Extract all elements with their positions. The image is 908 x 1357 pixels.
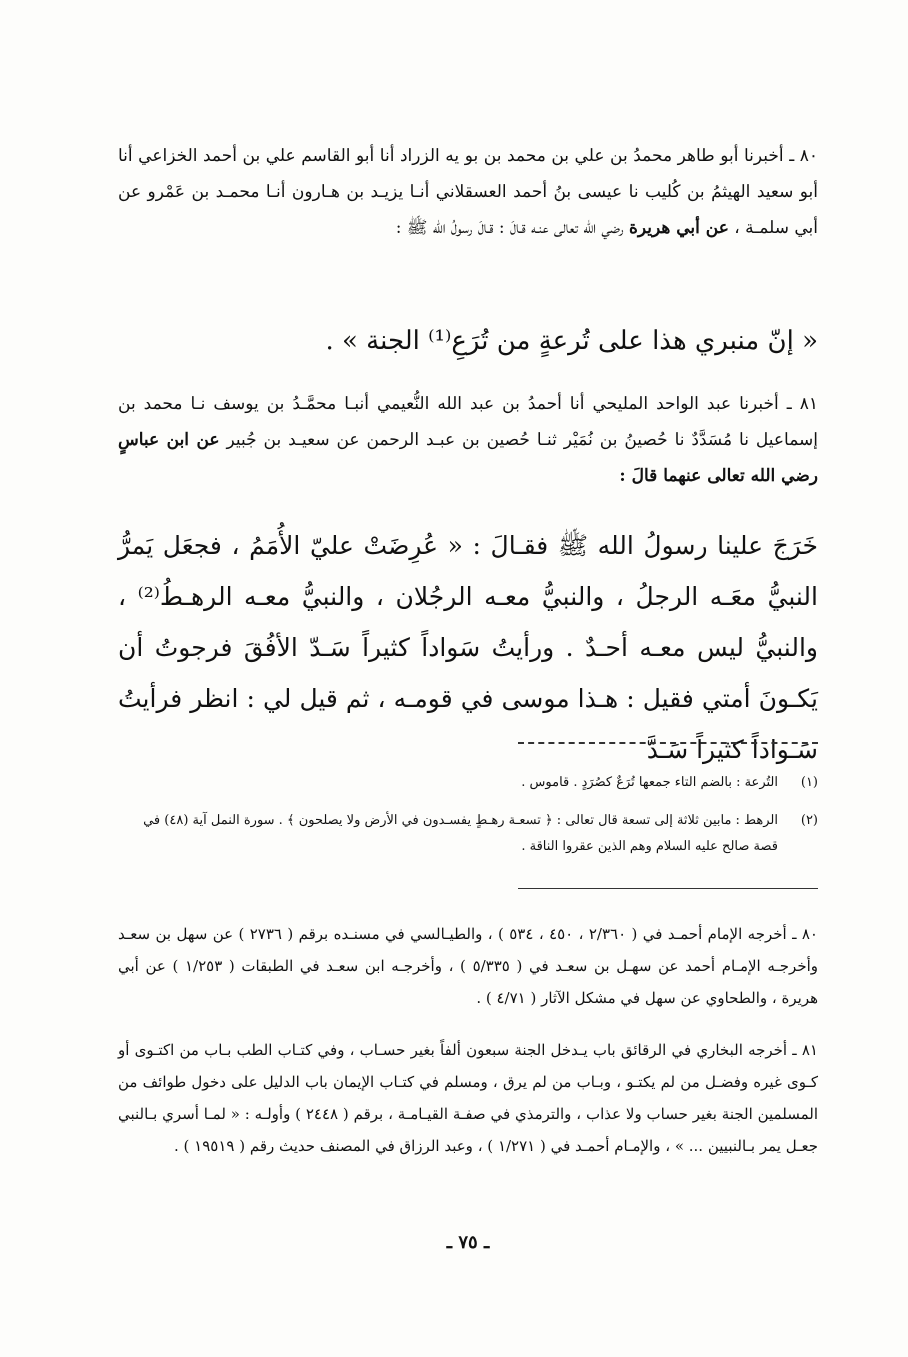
dashed-separator <box>518 742 818 744</box>
hadith-80-narrator: عن أبي هريرة <box>628 218 729 238</box>
hadith-80-matn: « إنّ منبري هذا على تُرعةٍ من تُرَعِ⁽¹⁾ الجنة » . <box>325 326 818 356</box>
footnote-1 <box>118 770 818 796</box>
footnote-number: (١) <box>800 775 818 790</box>
hadith-81-text: ٨١ ـ أخبرنا عبد الواحد المليحي أنا أحمدُ بن عبد الله النُّعيمي أنبـا محمَّـدُ بن يوسف نـا محمد بن إسماعيل نا مُسَدَّدٌ نا حُصينُ بن نُمَيْر ثنـا حُصين بن عبـد الرحمن عن سعيـد بن جُبير <box>118 394 819 450</box>
hadith-80-text: ٨٠ ـ أخبرنا أبو طاهر محمدُ بن علي بن محمد بن بو يه الزراد أنا أبو القاسم علي بن أحمد الخزاعي أنا أبو سعيد الهيثمُ بن كُليب نا عيسى بنُ أحمد العسقلاني أنـا يزيـد بن هـارون أنـا محمـد بن عَمْرو عن أبي سلمـة ، <box>118 146 818 238</box>
hadith-81-matn: خَرَجَ علينا رسولُ الله ﷺ فقـالَ : « عُرِضَتْ عليّ الأُمَمُ ، فجعَل يَمرُّ النبيُّ معَـه الرجلُ ، والنبيُّ معـه الرجُلان ، والنبيُّ معـه الرهـطُ⁽²⁾ ، والنبيُّ ليس معـه أحـدٌ . ورأيتُ سَواداً كثيراً سَـدّ الأفُقَ فرجوتُ أن يَكـونَ أمتي فقيل : هـذا موسى في قومـه ، ثم قيل لي : انظر فرأيتُ سَـواداً كثيراً سَـدَّ <box>118 531 818 764</box>
solid-separator <box>518 888 818 889</box>
page-number: ـ ٧٥ ـ <box>446 1232 490 1253</box>
footnote-2 <box>118 808 818 860</box>
footnote-number: (٢) <box>800 813 818 828</box>
takhrij-81: ٨١ ـ أخرجه البخاري في الرقائق باب يـدخل الجنة سبعون ألفاً بغير حسـاب ، وفي كتـاب الطب بـاب من اكتـوى أو كـوى غيره وفضـل من لم يكتـو ، وبـاب من لم يرق ، ومسلم في كتـاب الإيمان باب الدليل على دخول طوائف من المسلمين الجنة بغير حساب ولا عذاب ، والترمذي في صفـة القيـامـة ، برقم ( ٢٤٤٨ ) وأولـه : « لمـا أسري بـالنبي جعـل يمر بـالنبيين ... » ، والإمـام أحمـد في ( ١/٢٧١ ) ، وعبد الرزاق في المصنف حديث رقم ( ١٩٥١٩ ) . <box>118 1041 819 1155</box>
hadith-80-text-end: رضي الله تعالى عنـه قـالَ : قـالَ رسولُ الله ﷺ : <box>395 218 629 238</box>
takhrij-80: ٨٠ ـ أخرجه الإمام أحمـد في ( ٢/٣٦٠ ، ٤٥٠ ، ٥٣٤ ) ، والطيـالسي في مسنـده برقم ( ٢٧٣٦ ) عن سهل بن سعـد وأخرجـه الإمـام أحمد عن سهـل بن سعـد في ( ٥/٣٣٥ ) ، وأخرجـه ابن سعـد في الطبقات ( ١/٢٥٣ ) عن أبي هريرة ، والطحاوي عن سهل في مشكل الآثار ( ٤/٧١ ) . <box>118 925 819 1007</box>
hadith-81-narrator: عن ابن عباسٍ رضي الله تعالى عنهما قالَ : <box>118 430 818 486</box>
footnote-text: الرهط : مابين ثلاثة إلى تسعة قال تعالى : ﴿ تسعـة رهـطٍ يفسـدون في الأرض ولا يصلحون ﴾ . سورة النمل آية (٤٨) في قصة صالح عليه السلام وهم الذين عقروا الناقة . <box>143 813 778 854</box>
hadith-80-isnad <box>118 138 818 246</box>
hadith-81-isnad <box>118 386 818 494</box>
footnote-text: التُرعة : بالضم التاء جمعها تُرَعٌ كصُرَدٍ . قاموس . <box>521 775 778 790</box>
